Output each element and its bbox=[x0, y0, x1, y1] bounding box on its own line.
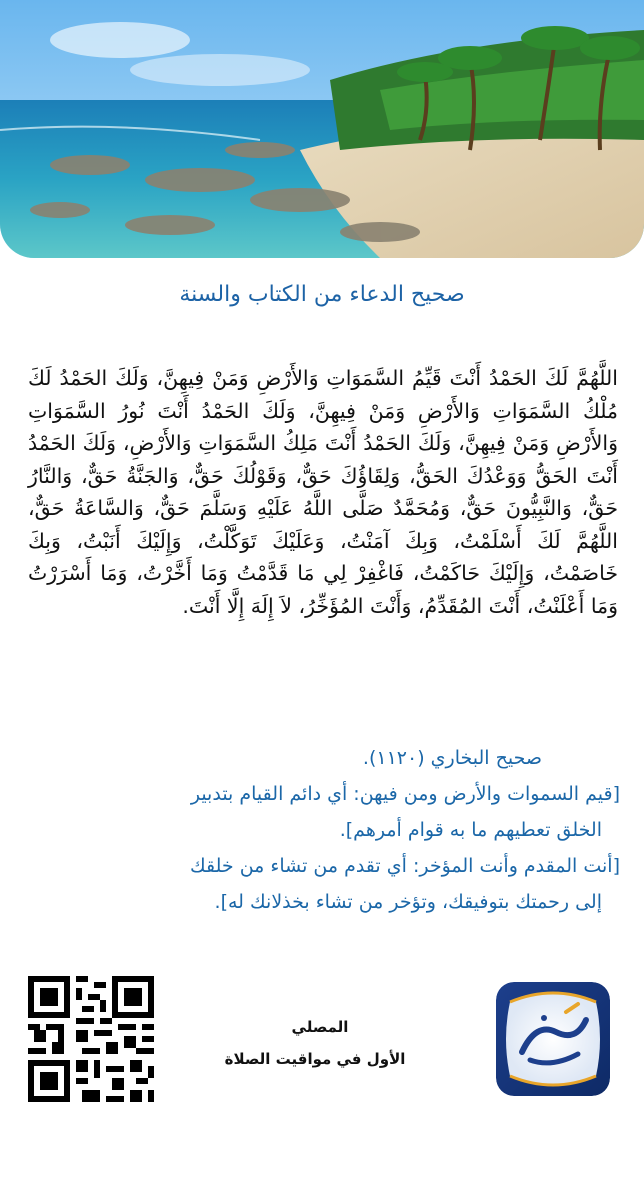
qr-code-icon[interactable] bbox=[28, 976, 154, 1102]
note-2-line-1: [أنت المقدم وأنت المؤخر: أي تقدم من تشاء من خلقك bbox=[190, 855, 620, 877]
note-1-line-2: الخلق تعطيهم ما به قوام أمرهم]. bbox=[339, 819, 602, 841]
header-beach-image bbox=[0, 0, 644, 258]
almusalli-logo-icon[interactable] bbox=[496, 982, 610, 1096]
notes-section bbox=[26, 740, 620, 920]
app-name: المصلي bbox=[291, 1018, 349, 1036]
app-tagline: الأول في مواقيت الصلاة bbox=[224, 1050, 406, 1068]
note-1-line-1: [قيم السموات والأرض ومن فيهن: أي دائم القيام بتدبير bbox=[190, 783, 620, 805]
source-reference: صحيح البخاري (١١٢٠). bbox=[362, 747, 542, 769]
note-2-line-2: إلى رحمتك بتوفيقك، وتؤخر من تشاء بخذلانك له]. bbox=[214, 891, 602, 913]
page-title: صحيح الدعاء من الكتاب والسنة bbox=[179, 282, 465, 307]
dua-text: اللَّهُمَّ لَكَ الحَمْدُ أَنْتَ قَيِّمُ السَّمَوَاتِ وَالأَرْضِ وَمَنْ فِيهِنَّ، وَلَكَ الحَمْدُ لَكَ مُلْكُ السَّمَوَاتِ وَالأَرْضِ وَمَنْ فِيهِنَّ، وَلَكَ الحَمْدُ أَنْتَ نُورُ السَّمَوَاتِ وَالأَرْضِ وَمَنْ فِيهِنَّ، وَلَكَ الحَمْدُ أَنْتَ مَلِكُ السَّمَوَاتِ وَالأَرْضِ، وَلَكَ الحَمْدُ أَنْتَ الحَقُّ وَوَعْدُكَ الحَقُّ، وَلِقَاؤُكَ حَقٌّ، وَقَوْلُكَ حَقٌّ، وَالجَنَّةُ حَقٌّ، وَالنَّارُ حَقٌّ، وَالنَّبِيُّونَ حَقٌّ، وَمُحَمَّدٌ صَلَّى اللَّهُ عَلَيْهِ وَسَلَّمَ حَقٌّ، وَالسَّاعَةُ حَقٌّ، اللَّهُمَّ لَكَ أَسْلَمْتُ، وَبِكَ آمَنْتُ، وَعَلَيْكَ تَوَكَّلْتُ، وَإِلَيْكَ أَنَبْتُ، وَبِكَ خَاصَمْتُ، وَإِلَيْكَ حَاكَمْتُ، فَاغْفِرْ لِي مَا قَدَّمْتُ وَمَا أَخَّرْتُ، وَمَا أَسْرَرْتُ وَمَا أَعْلَنْتُ، أَنْتَ المُقَدِّمُ، وَأَنْتَ المُؤَخِّرُ، لاَ إِلَهَ إِلَّا أَنْتَ. bbox=[28, 366, 618, 618]
